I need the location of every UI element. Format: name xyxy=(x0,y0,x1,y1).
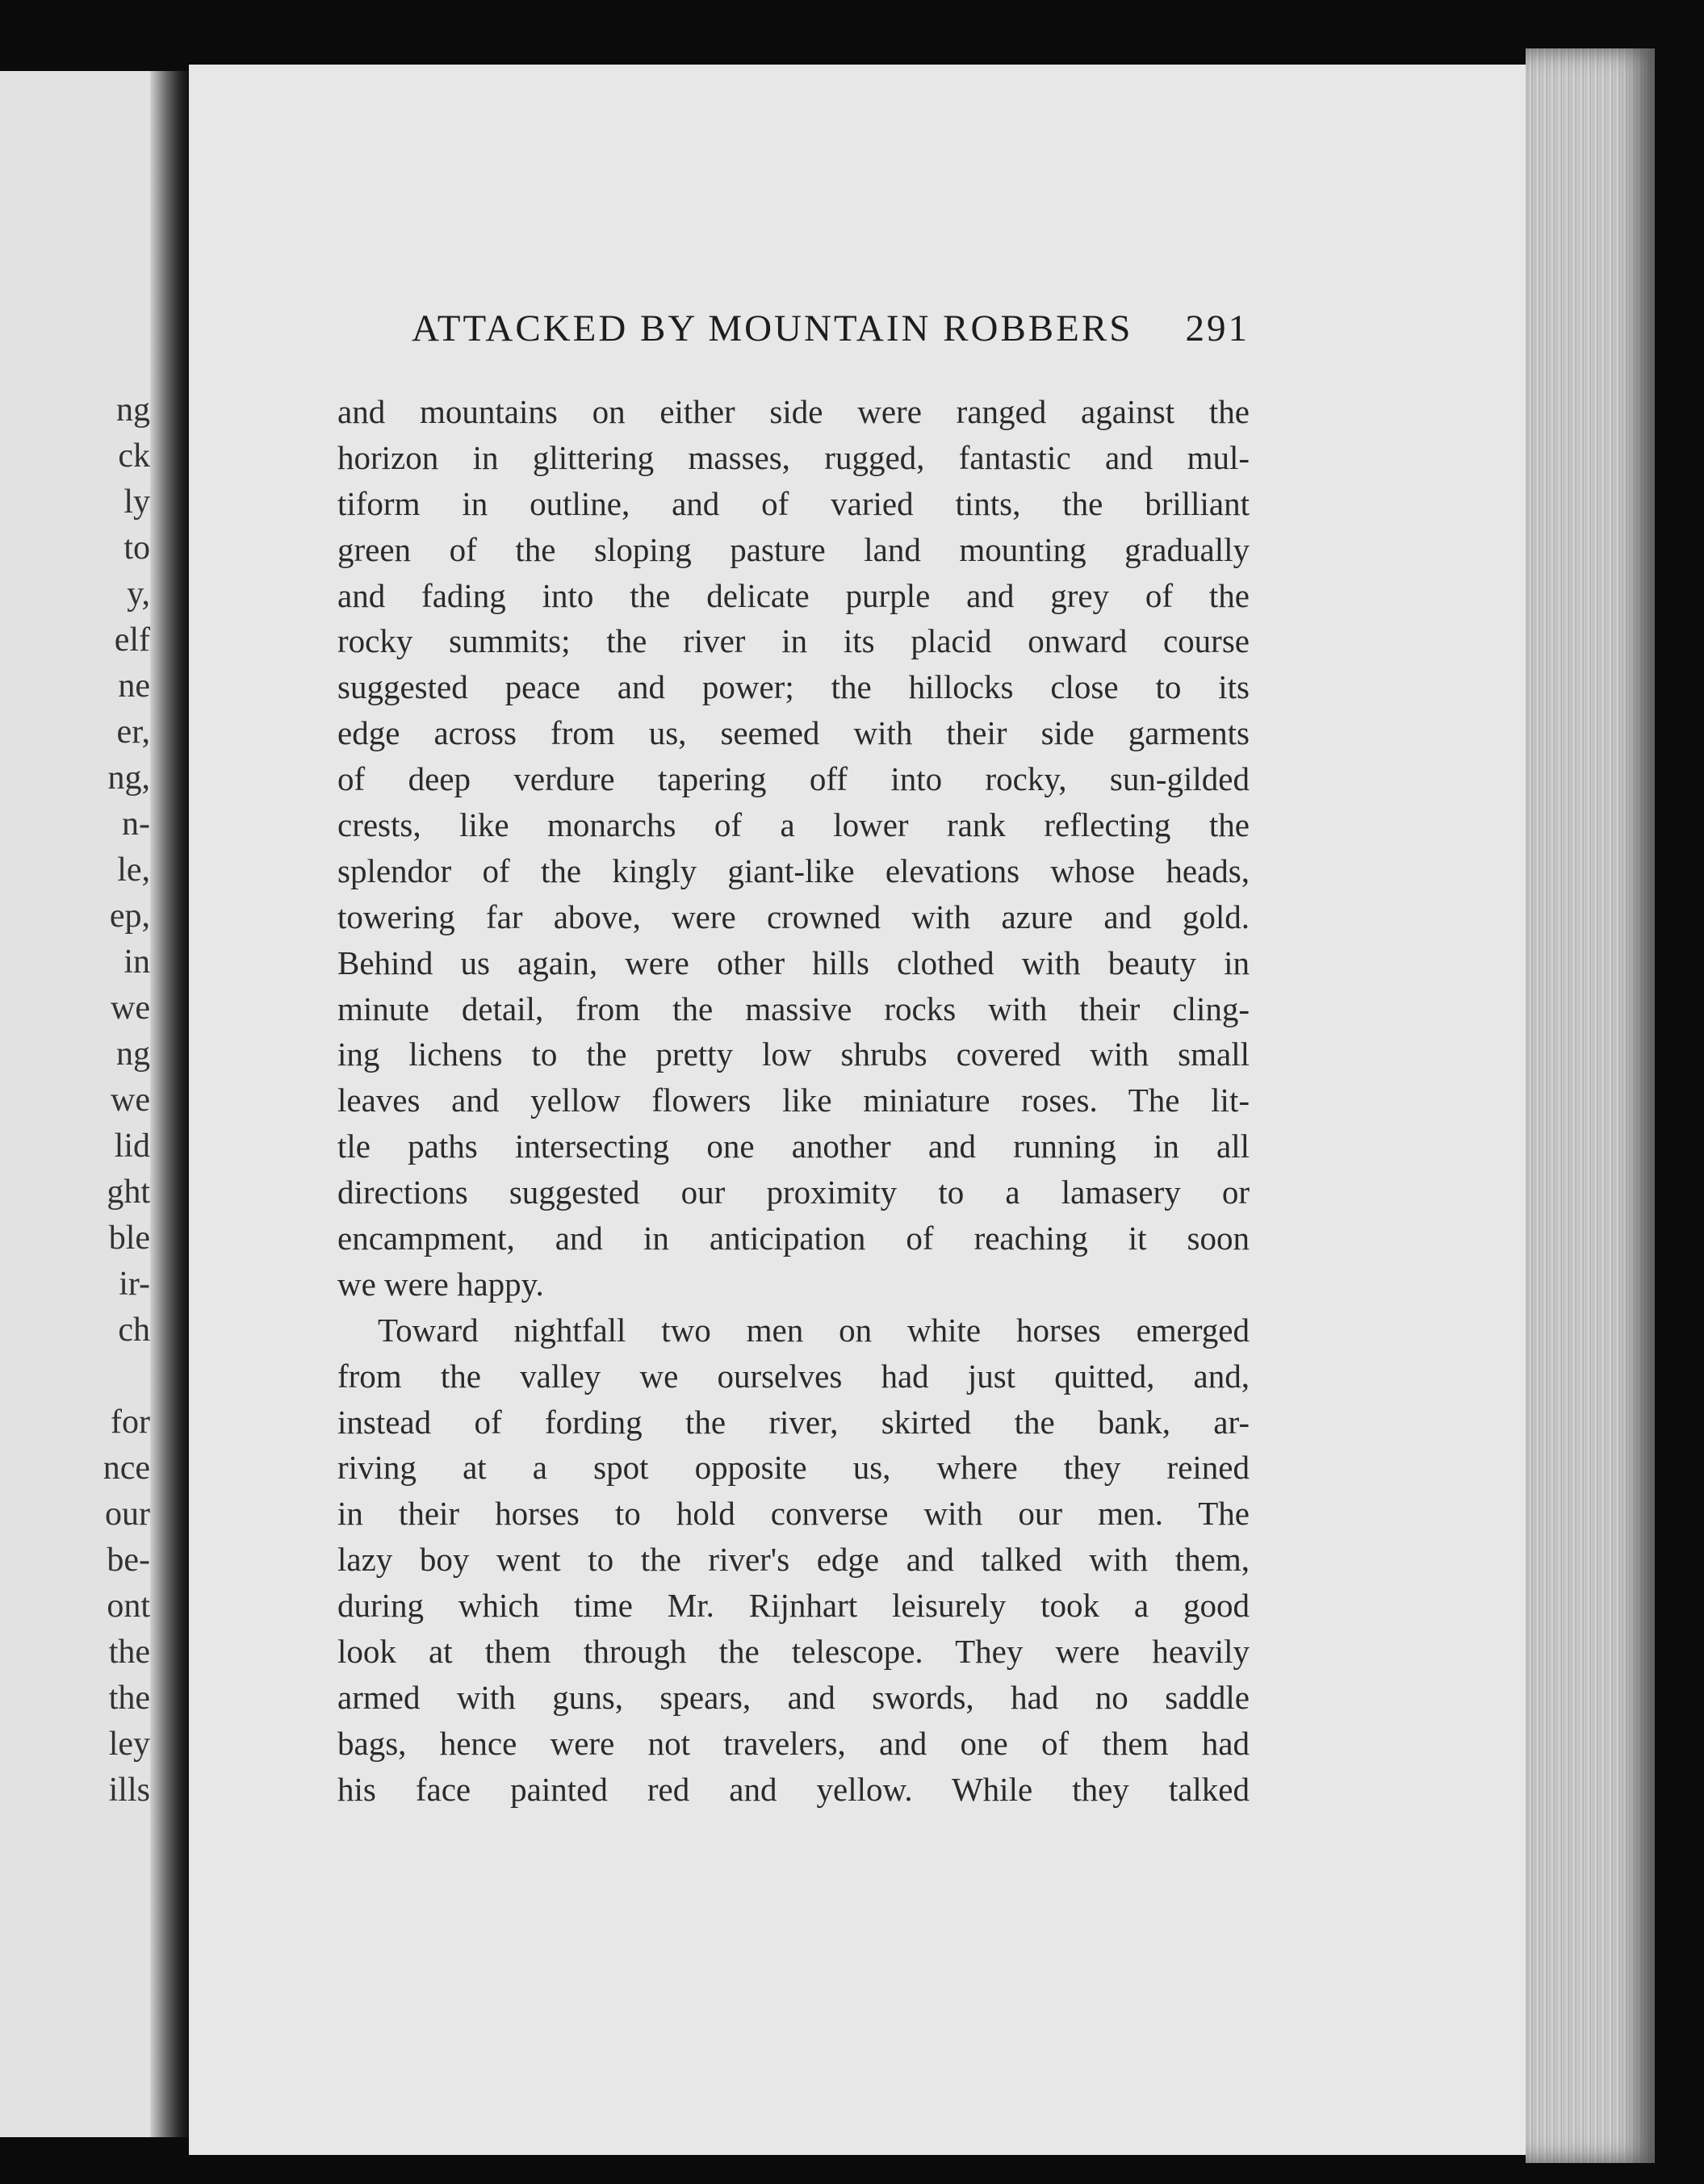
running-title: ATTACKED BY MOUNTAIN ROBBERS xyxy=(412,308,1133,349)
text-line: of deep verdure tapering off into rocky, sun-gilded xyxy=(337,760,1250,798)
left-fragment-line: ley xyxy=(108,1726,150,1763)
text-line: his face painted red and yellow. While they talked xyxy=(337,1770,1250,1808)
text-line: ing lichens to the pretty low shrubs covered with small xyxy=(337,1036,1250,1073)
left-fragment-line: ng, xyxy=(107,759,150,797)
text-line: from the valley we ourselves had just quitted, and, xyxy=(337,1357,1250,1395)
page-edges xyxy=(1526,48,1655,2163)
text-line: towering far above, were crowned with azure and gold. xyxy=(337,897,1250,935)
left-fragment-line: the xyxy=(108,1680,150,1717)
text-line: lazy boy went to the river's edge and talked with them, xyxy=(337,1541,1250,1579)
left-fragment-line xyxy=(0,1353,153,1400)
text-line: green of the sloping pasture land mounting gradually xyxy=(337,530,1250,568)
text-line: tle paths intersecting one another and running in all xyxy=(337,1128,1250,1165)
text-line: look at them through the telescope. They were heavily xyxy=(337,1633,1250,1671)
body-text xyxy=(337,389,1250,1813)
left-fragment-line: ly xyxy=(124,483,150,521)
left-fragment-line: ont xyxy=(107,1588,150,1625)
left-fragment-line: nce xyxy=(103,1450,150,1487)
left-fragment-line: ch xyxy=(118,1312,150,1349)
text-line: during which time Mr. Rijnhart leisurely took a good xyxy=(337,1587,1250,1625)
text-line: splendor of the kingly giant-like elevations whose heads, xyxy=(337,851,1250,889)
left-fragment-line: the xyxy=(108,1634,150,1671)
text-line: directions suggested our proximity to a lamasery or xyxy=(337,1174,1250,1211)
text-line: minute detail, from the massive rocks with their cling- xyxy=(337,989,1250,1027)
left-fragment-line: in xyxy=(124,943,150,981)
text-line: horizon in glittering masses, rugged, fantastic and mul- xyxy=(337,438,1250,476)
text-line: tiform in outline, and of varied tints, the brilliant xyxy=(337,484,1250,522)
page-number: 291 xyxy=(1185,308,1250,349)
text-line: and fading into the delicate purple and grey of the xyxy=(337,576,1250,614)
left-fragment-line: n- xyxy=(122,805,150,843)
text-line: Behind us again, were other hills clothed with beauty in xyxy=(337,943,1250,981)
left-page-text-fragments xyxy=(0,387,153,1814)
text-line: edge across from us, seemed with their side garments xyxy=(337,714,1250,752)
running-head xyxy=(412,307,1250,350)
text-line: leaves and yellow flowers like miniature roses. The lit- xyxy=(337,1082,1250,1119)
left-fragment-line: we xyxy=(111,989,150,1027)
left-fragment-line: ght xyxy=(107,1174,150,1211)
text-line: Toward nightfall two men on white horses emerged xyxy=(378,1311,1250,1349)
text-line: in their horses to hold converse with our men. The xyxy=(337,1495,1250,1533)
text-line: suggested peace and power; the hillocks close to its xyxy=(337,668,1250,706)
text-line: and mountains on either side were ranged against the xyxy=(337,393,1250,430)
left-fragment-line: be- xyxy=(107,1542,150,1579)
text-line: riving at a spot opposite us, where they reined xyxy=(337,1449,1250,1487)
left-fragment-line: ep, xyxy=(109,897,150,935)
text-line: instead of fording the river, skirted the bank, ar- xyxy=(337,1403,1250,1441)
text-line: we were happy. xyxy=(337,1265,544,1303)
left-fragment-line: er, xyxy=(116,713,150,751)
left-fragment-line: lid xyxy=(114,1128,150,1165)
left-fragment-line: le, xyxy=(117,851,150,889)
text-line: crests, like monarchs of a lower rank reflecting the xyxy=(337,806,1250,844)
left-fragment-line: for xyxy=(111,1404,150,1441)
left-fragment-line: our xyxy=(105,1496,150,1533)
left-fragment-line: ble xyxy=(108,1220,150,1257)
left-fragment-line: ng xyxy=(116,391,150,429)
text-line: rocky summits; the river in its placid onward course xyxy=(337,622,1250,660)
text-line: armed with guns, spears, and swords, had no saddle xyxy=(337,1678,1250,1716)
left-fragment-line: ck xyxy=(118,437,150,475)
left-fragment-line: ne xyxy=(118,667,150,705)
left-fragment-line: y, xyxy=(127,575,150,613)
left-fragment-line: ills xyxy=(108,1772,150,1809)
left-fragment-line: ng xyxy=(116,1036,150,1073)
left-fragment-line: elf xyxy=(114,621,150,659)
book-gutter xyxy=(150,71,189,2137)
text-line: bags, hence were not travelers, and one of them had xyxy=(337,1724,1250,1762)
left-fragment-line: ir- xyxy=(119,1266,150,1303)
text-line: encampment, and in anticipation of reaching it soon xyxy=(337,1220,1250,1257)
left-fragment-line: we xyxy=(111,1082,150,1119)
left-fragment-line: to xyxy=(124,529,150,567)
